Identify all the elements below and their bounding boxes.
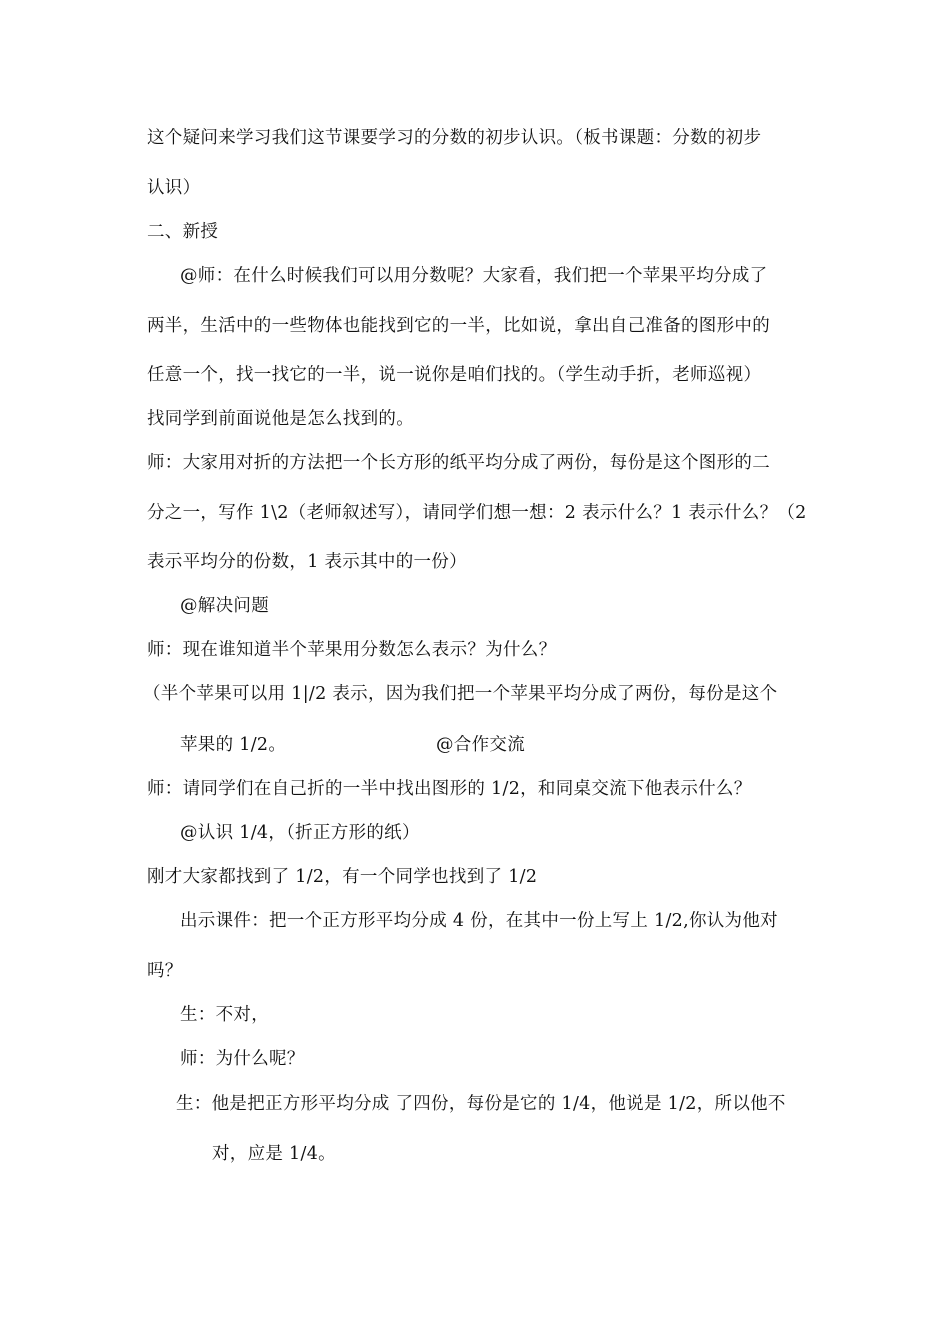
paragraph-line: （半个苹果可以用 1|/2 表示，因为我们把一个苹果平均分成了两份，每份是这个 <box>143 684 778 704</box>
paragraph-line: 师：为什么呢？ <box>180 1049 305 1069</box>
paragraph-line: 师：现在谁知道半个苹果用分数怎么表示？为什么？ <box>147 640 557 660</box>
paragraph-line: 生：不对， <box>180 1005 269 1025</box>
paragraph-line: 吗？ <box>147 961 183 981</box>
paragraph-line: 两半，生活中的一些物体也能找到它的一半，比如说，拿出自己准备的图形中的 <box>147 316 770 336</box>
paragraph-line: 找同学到前面说他是怎么找到的。 <box>147 409 414 429</box>
paragraph-line: @师：在什么时候我们可以用分数呢？大家看，我们把一个苹果平均分成了 <box>180 266 768 286</box>
paragraph-line: 分之一，写作 1\2（老师叙述写），请同学们想一想：2 表示什么？1 表示什么？（2 <box>147 503 807 523</box>
paragraph-line: 认识） <box>147 178 201 198</box>
paragraph-line: 这个疑问来学习我们这节课要学习的分数的初步认识。（板书课题：分数的初步 <box>147 128 762 148</box>
subheading: @合作交流 <box>436 735 525 755</box>
paragraph-line: 苹果的 1/2。 <box>180 735 287 755</box>
paragraph-line: 任意一个，找一找它的一半，说一说你是咱们找的。（学生动手折，老师巡视） <box>147 365 762 385</box>
paragraph-line: 出示课件：把一个正方形平均分成 4 份，在其中一份上写上 1/2,你认为他对 <box>180 911 778 931</box>
paragraph-line: 师：请同学们在自己折的一半中找出图形的 1/2，和同桌交流下他表示什么？ <box>147 779 752 799</box>
subheading: @解决问题 <box>180 596 269 616</box>
paragraph-line: 刚才大家都找到了 1/2，有一个同学也找到了 1/2 <box>147 867 538 887</box>
section-heading: 二、新授 <box>147 222 219 242</box>
paragraph-line: 对，应是 1/4。 <box>212 1144 336 1164</box>
paragraph-line: 生：他是把正方形平均分成 了四份，每份是它的 1/4，他说是 1/2，所以他不 <box>176 1094 786 1114</box>
paragraph-line: 师：大家用对折的方法把一个长方形的纸平均分成了两份，每份是这个图形的二 <box>147 453 770 473</box>
paragraph-line: 表示平均分的份数，1 表示其中的一份） <box>147 552 467 572</box>
subheading: @认识 1/4，（折正方形的纸） <box>180 823 420 843</box>
